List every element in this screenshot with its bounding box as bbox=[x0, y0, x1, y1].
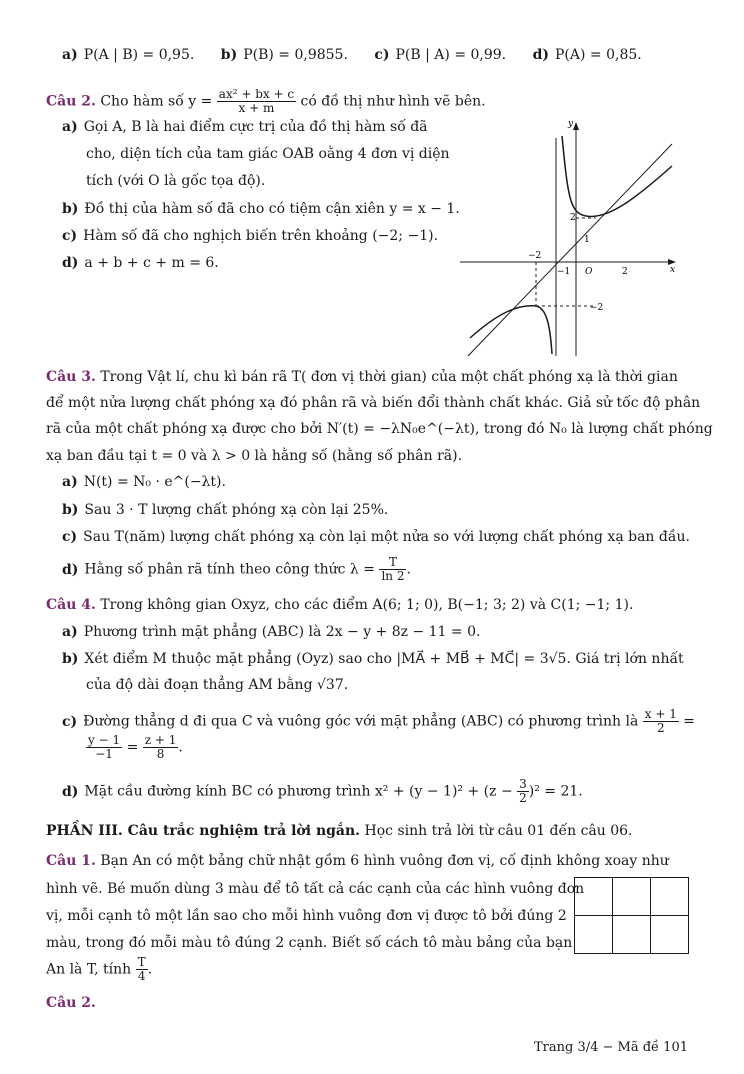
frac-x: $\frac{x + 1}{2}$ bbox=[644, 707, 677, 735]
cau3-item-b: b) Sau 3 · T lượng chất phóng xạ còn lại 25%. bbox=[62, 502, 389, 518]
p3-cau1-line1: Câu 1. Bạn An có một bảng chữ nhật gồm 6 hình vuông đơn vị, cố định không xoay như bbox=[46, 853, 669, 869]
tick-x-minus2: −2 bbox=[528, 251, 542, 261]
cau2-item-b: b) Đồ thị của hàm số đã cho có tiệm cận xiên y = x − 1. bbox=[62, 201, 460, 217]
p3-cau1-line5: An là T, tính $\frac{T}{4}$ . bbox=[46, 955, 153, 983]
function-graph bbox=[458, 118, 682, 358]
graph-lower-branch bbox=[470, 306, 552, 354]
cau3-title: Câu 3. bbox=[46, 369, 96, 385]
tick-y-1: 1 bbox=[584, 235, 590, 245]
cau4-item-d: d) Mặt cầu đường kính BC có phương trình x² + (y − 1)² + (z − $\frac{3}{2}$ )² = 21. bbox=[62, 777, 583, 805]
cau3-item-a: a) N(t) = N₀ · e^(−λt). bbox=[62, 474, 226, 490]
p3-cau1-line2: hình vẽ. Bé muốn dùng 3 màu để tô tất cả các cạnh của các hình vuông đơn bbox=[46, 881, 585, 897]
option-d: d) P(A) = 0,85. bbox=[532, 47, 642, 63]
option-c: c) P(B | A) = 0,99. bbox=[374, 47, 507, 63]
p3-cau2 bbox=[46, 994, 96, 1012]
frac-three-halves: $\frac{3}{2}$ bbox=[519, 777, 527, 805]
cau4-intro: Câu 4. Trong không gian Oxyz, cho các điểm A(6; 1; 0), B(−1; 3; 2) và C(1; −1; 1). bbox=[46, 597, 634, 613]
y-axis-arrow bbox=[573, 122, 579, 130]
cau2-item-a-line3: tích (với O là gốc tọa độ). bbox=[86, 173, 266, 189]
cau3-line1: Câu 3. Trong Vật lí, chu kì bán rã T( đơn vị thời gian) của một chất phóng xạ là thời gian bbox=[46, 369, 678, 385]
frac-t-over-4: $\frac{T}{4}$ bbox=[137, 955, 146, 983]
option-a: a) P(A | B) = 0,95. bbox=[62, 47, 195, 63]
cau2-item-a-line1: a) Gọi A, B là hai điểm cực trị của đồ thị hàm số đã bbox=[62, 119, 428, 135]
frac-y: $\frac{y - 1}{-1}$ bbox=[88, 733, 121, 761]
lambda-fraction: $\frac{T}{\ln 2}$ bbox=[381, 555, 405, 583]
cau4-title: Câu 4. bbox=[46, 597, 96, 613]
p3-cau1-title: Câu 1. bbox=[46, 853, 96, 869]
cau2-item-d: d) a + b + c + m = 6. bbox=[62, 255, 219, 271]
p3-cau2-title: Câu 2. bbox=[46, 995, 96, 1011]
cau3-item-c: c) Sau T(năm) lượng chất phóng xạ còn lại một nửa so với lượng chất phóng xạ ban đầu. bbox=[62, 529, 690, 545]
asymptote-lines bbox=[468, 138, 672, 356]
cau2-fraction: $\frac{\text{ax² + bx + c}}{x + m}$ bbox=[218, 87, 295, 115]
top-options-row bbox=[62, 46, 664, 64]
cau2-item-c: c) Hàm số đã cho nghịch biến trên khoảng (−2; −1). bbox=[62, 228, 439, 244]
cau3-line2: để một nửa lượng chất phóng xạ đó phân rã và biến đổi thành chất khác. Giả sử tốc độ phân bbox=[46, 395, 701, 411]
tick-y-2: 2 bbox=[570, 213, 576, 223]
frac-z: $\frac{z + 1}{8}$ bbox=[144, 733, 177, 761]
cau4-item-b-line1: b) Xét điểm M thuộc mặt phẳng (Oyz) sao cho |MA⃗ + MB⃗ + MC⃗| = 3√5. Giá trị lớn nhất bbox=[62, 651, 684, 667]
option-b: b) P(B) = 0,9855. bbox=[220, 47, 348, 63]
unit-square-grid bbox=[574, 877, 690, 955]
cau4-item-b-line2: của độ dài đoạn thẳng AM bằng √37. bbox=[86, 677, 349, 693]
cau4-item-c-line2: $\frac{y - 1}{-1}$ = $\frac{z + 1}{8}$ . bbox=[88, 733, 183, 761]
tick-y-minus2: −2 bbox=[590, 303, 604, 313]
graph-upper-branch bbox=[562, 136, 672, 216]
cau2-item-a-line2: cho, diện tích của tam giác OAB oằng 4 đơn vị diện bbox=[86, 146, 450, 162]
cau2-title: Câu 2. bbox=[46, 93, 96, 110]
cau4-item-c-line1: c) Đường thẳng d đi qua C và vuông góc với mặt phẳng (ABC) có phương trình là $\frac{x + 1}{2}$ = bbox=[62, 707, 696, 735]
tick-x-minus1: −1 bbox=[557, 267, 571, 277]
oblique-asymptote bbox=[468, 144, 672, 356]
cau4-item-a: a) Phương trình mặt phẳng (ABC) là 2x − y + 8z − 11 = 0. bbox=[62, 624, 481, 640]
y-axis-label: y bbox=[568, 119, 574, 129]
part3-heading: PHẦN III. Câu trắc nghiệm trả lời ngắn. Học sinh trả lời từ câu 01 đến câu 06. bbox=[46, 823, 633, 839]
cau3-item-d: d) Hằng số phân rã tính theo công thức λ = $\frac{T}{\ln 2}$ . bbox=[62, 555, 411, 583]
page-footer: Trang 3/4 − Mã đề 101 bbox=[533, 1040, 688, 1055]
p3-cau1-line4: màu, trong đó mỗi màu tô đúng 2 cạnh. Biết số cách tô màu bảng của bạn bbox=[46, 935, 573, 951]
origin-label: O bbox=[585, 267, 593, 277]
cau3-line4: xạ ban đầu tại t = 0 và λ > 0 là hằng số (hằng số phân rã). bbox=[46, 448, 463, 464]
tick-x-2: 2 bbox=[622, 267, 628, 277]
cau2-intro: Câu 2. Cho hàm số y = $\frac{\text{ax² + bx + c}}{x + m}$ có đồ thị như hình vẽ bên. bbox=[46, 87, 486, 115]
x-axis-label: x bbox=[670, 265, 676, 275]
cau3-line3: rã của một chất phóng xạ được cho bởi N′(t) = −λN₀e^(−λt), trong đó N₀ là lượng chất phóng bbox=[46, 421, 713, 437]
p3-cau1-line3: vị, mỗi cạnh tô một lần sao cho mỗi hình vuông đơn vị được tô bởi đúng 2 bbox=[46, 908, 567, 924]
